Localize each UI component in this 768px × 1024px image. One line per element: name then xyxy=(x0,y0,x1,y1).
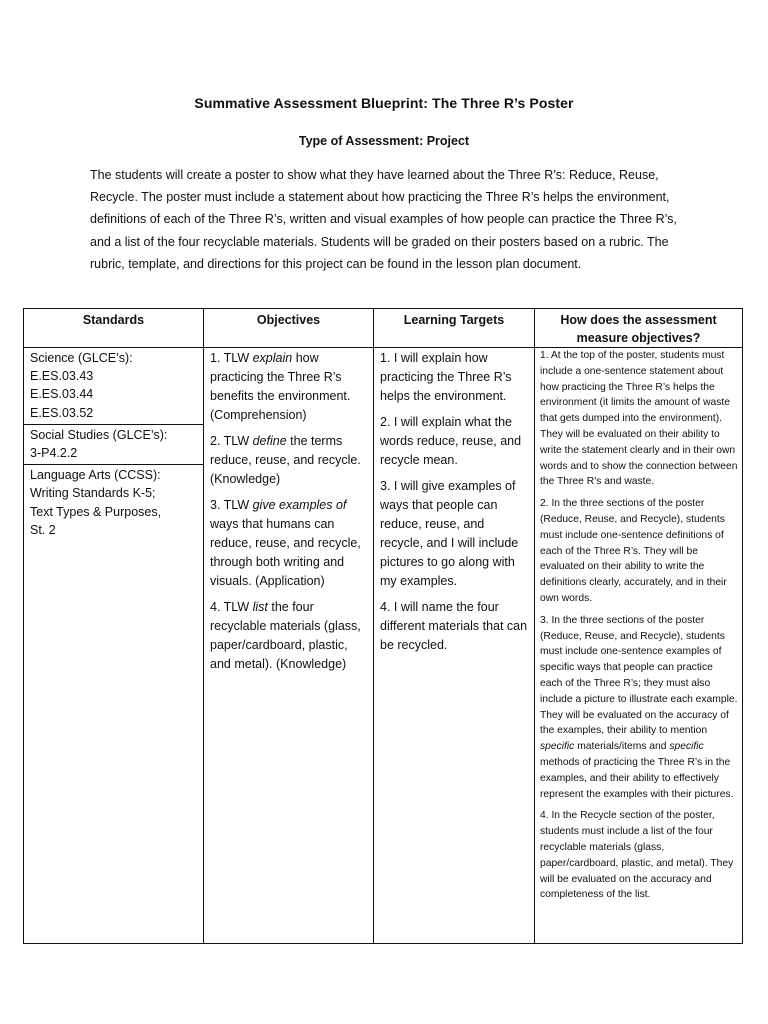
standard-line: E.ES.03.44 xyxy=(30,387,94,402)
page-title: Summative Assessment Blueprint: The Three R’s Poster xyxy=(194,95,574,111)
learning-target-item: 4. I will name the four different materials that can be recycled. xyxy=(380,600,528,652)
header-objectives: Objectives xyxy=(204,309,374,348)
standard-line: 3-P4.2.2 xyxy=(30,446,78,461)
assessment-type: Type of Assessment: Project xyxy=(298,134,470,148)
standards-cell xyxy=(24,348,204,944)
standard-line: E.ES.03.43 xyxy=(30,369,94,384)
blueprint-table xyxy=(23,308,743,944)
measure-item: 3. In the three sections of the poster (Reduce, Reuse, and Recycle), students must include one-sentence examples of specific ways that people can practice each of the Three R’s; they must also include a picture to illustrate each example. They will be evaluated on the accuracy of the examples, their ability to mention specific materials/items and specific methods of practicing the Three R’s in the examples, and their ability to effectively represent the examples with their pictures. xyxy=(540,614,738,800)
objectives-cell xyxy=(204,348,374,944)
standard-line: E.ES.03.52 xyxy=(30,405,94,420)
measure-item: 4. In the Recycle section of the poster, students must include a list of the four recyclable materials (glass, paper/cardboard, plastic, and metal). They will be evaluated on the accuracy and completeness of the list. xyxy=(540,810,734,901)
learning-target-item: 1. I will explain how practicing the Three R’s helps the environment. xyxy=(380,351,512,403)
standard-line: Writing Standards K-5; xyxy=(30,486,156,501)
objective-item: 1. TLW explain how practicing the Three R’s benefits the environment. (Comprehension) xyxy=(210,351,351,422)
learning-target-item: 2. I will explain what the words reduce, reuse, and recycle mean. xyxy=(380,415,522,467)
standards-social-studies xyxy=(24,424,203,464)
body-row xyxy=(24,348,743,944)
header-standards: Standards xyxy=(24,309,204,348)
header-learning-targets: Learning Targets xyxy=(374,309,535,348)
standard-line: Science (GLCE’s): xyxy=(30,351,133,365)
standards-science xyxy=(24,348,203,424)
header-row xyxy=(24,309,743,348)
learning-targets-cell xyxy=(374,348,535,944)
header-measures: How does the assessment measure objectives? xyxy=(535,309,743,348)
measure-item: 1. At the top of the poster, students must include a one-sentence statement about how practicing the Three R’s helps the environment (it limits the amount of waste that gets dumped into the environment). They will be evaluated on their ability to write the statement clearly and in their own words and to show the connection between the Three R’s and waste. xyxy=(540,350,738,488)
standard-line: Social Studies (GLCE’s): xyxy=(30,427,168,442)
measure-item: 2. In the three sections of the poster (Reduce, Reuse, and Recycle), students must include one-sentence definitions of each of the Three R’s. They will be evaluated on their ability to write the definitions clearly, accurately, and in their own words. xyxy=(540,498,727,604)
objective-item: 3. TLW give examples of ways that humans can reduce, reuse, and recycle, through both writing and visuals. (Application) xyxy=(210,498,361,588)
objective-item: 2. TLW define the terms reduce, reuse, and recycle. (Knowledge) xyxy=(210,434,361,486)
standards-language-arts xyxy=(24,464,203,541)
learning-target-item: 3. I will give examples of ways that people can reduce, reuse, and recycle, and I will include pictures to go along with my examples. xyxy=(380,479,519,588)
standard-line: Text Types & Purposes, xyxy=(30,504,162,519)
objective-item: 4. TLW list the four recyclable materials (glass, paper/cardboard, plastic, and metal). (Knowledge) xyxy=(210,600,361,671)
measures-cell xyxy=(535,348,743,944)
intro-paragraph: The students will create a poster to show what they have learned about the Three R’s: Reduce, Reuse, Recycle. The poster must include a statement about how practicing the Three R’s helps the environment, definitions of each of the Three R’s, written and visual examples of how people can practice the Three R’s, and a list of the four recyclable materials. Students will be graded on their posters based on a rubric. The rubric, template, and directions for this project can be found in the lesson plan document. xyxy=(90,168,677,271)
standard-line: Language Arts (CCSS): xyxy=(30,468,161,483)
standard-line: St. 2 xyxy=(30,522,56,537)
